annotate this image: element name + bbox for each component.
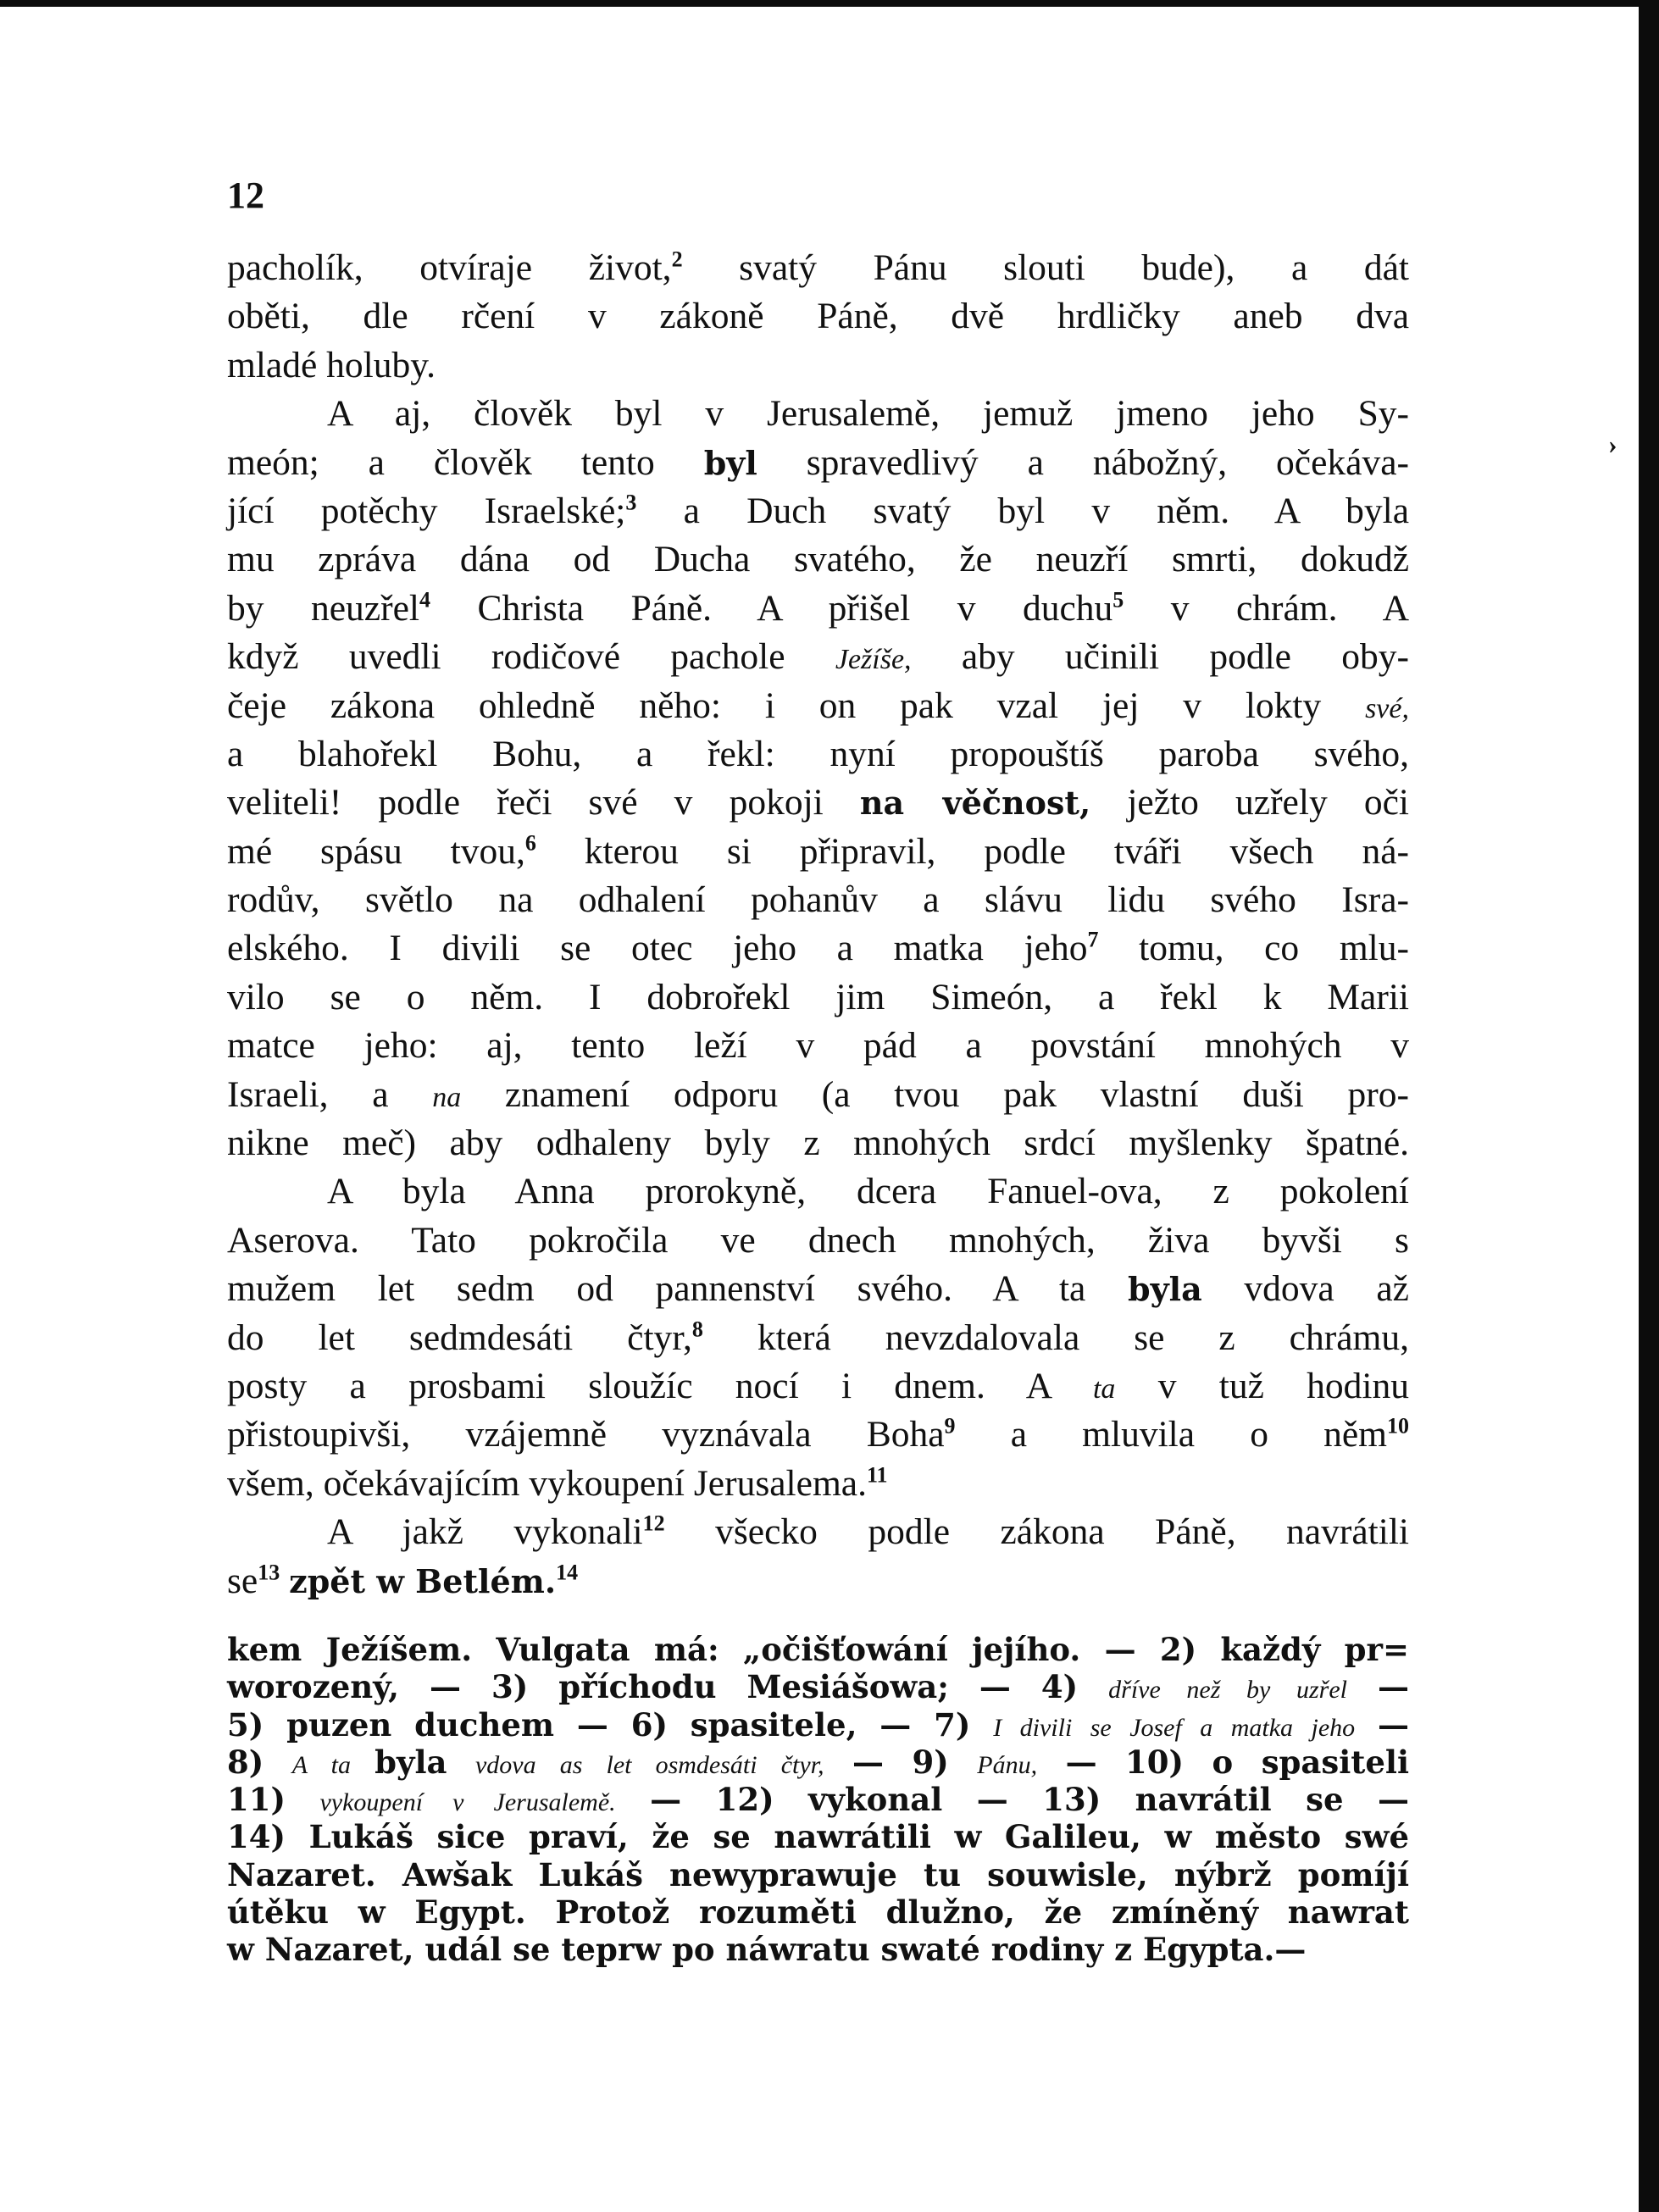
fraktur-run: zpět w Betlém. [289, 1561, 557, 1600]
text-run: kterou si připravil, podle tváři všech ná- [535, 830, 1409, 872]
text-line [227, 1362, 1409, 1411]
text-line [227, 1411, 1409, 1459]
text-run: spravedlivý a nábožný, očekáva- [757, 441, 1409, 483]
footnote-run: Nazaret. Awšak Lukáš newyprawuje tu souwisle, nýbrž pomíjí [227, 1855, 1409, 1893]
text-run: vdova až [1201, 1268, 1409, 1310]
margin-mark: › [1608, 429, 1617, 459]
footnote-run: — [1346, 1668, 1409, 1706]
text-run: veliteli! podle řeči své v pokoji [227, 782, 860, 823]
text-run: svatý Pánu slouti bude), a dát [682, 247, 1409, 288]
text-line [227, 973, 1409, 1022]
footnote-ref: 10 [1387, 1413, 1409, 1439]
footnote-ref: 12 [642, 1511, 665, 1536]
text-line [227, 585, 1409, 633]
text-run: posty a prosbami sloužíc nocí i dnem. A [227, 1365, 1093, 1406]
text-line [227, 535, 1409, 584]
italic-run: své, [1365, 692, 1409, 724]
footnote-line [227, 1631, 1409, 1668]
text-run: oběti, dle rčení v zákoně Páně, dvě hrdličky aneb dva [227, 296, 1409, 337]
fraktur-run: na věčnost, [859, 784, 1091, 823]
footnote-line [227, 1856, 1409, 1893]
footnote-run: kem Ježíšem. Vulgata má: „očišťowání jejího. — 2) každý pr= [227, 1631, 1409, 1668]
text-run: rodův, světlo na odhalení pohanův a slávu lidu svého Isra- [227, 879, 1409, 921]
text-run: když uvedli rodičové pachole [227, 636, 835, 678]
footnote-run: — 9) [824, 1743, 978, 1781]
text-run: A jakž vykonali [327, 1511, 643, 1553]
italic-run: Ježíše, [835, 644, 912, 676]
text-run: A byla Anna prorokyně, dcera Fanuel-ova, z pokolení [327, 1171, 1409, 1212]
text-run: všecko podle zákona Páně, navrátili [664, 1511, 1409, 1553]
text-run: mé spásu tvou, [227, 830, 525, 872]
text-run: přistoupivši, vzájemně vyznávala Boha [227, 1414, 945, 1455]
main-text-block [227, 244, 1409, 1605]
footnote-run: 14) Lukáš sice praví, že se nawrátili w Galileu, w město swé [227, 1818, 1409, 1856]
footnote-ref: 9 [944, 1413, 956, 1439]
footnote-run: — [1355, 1705, 1409, 1744]
text-line [227, 779, 1409, 827]
text-line [227, 341, 1409, 390]
footnote-ref: 5 [1112, 587, 1124, 613]
footnote-ref: 3 [625, 490, 637, 515]
italic-run: na [432, 1081, 462, 1113]
text-line [227, 1460, 1409, 1508]
text-line [227, 390, 1409, 438]
text-run: matce jeho: aj, tento leží v pád a povstání mnohých v [227, 1025, 1409, 1067]
footnote-ref: 14 [556, 1560, 579, 1585]
text-run: se [227, 1560, 258, 1601]
footnote-italic-run: Pánu, [977, 1750, 1038, 1779]
text-run: v chrám. A [1124, 587, 1410, 629]
footnote-line [227, 1706, 1409, 1744]
text-run: Christa Páně. A přišel v duchu [430, 587, 1113, 629]
text-line [227, 1071, 1409, 1119]
text-line [227, 1508, 1409, 1556]
scan-edge-right [1639, 0, 1659, 2212]
text-run: znamení odporu (a tvou pak vlastní duši pro- [461, 1073, 1409, 1115]
text-run: čeje zákona ohledně něho: i on pak vzal jej v lokty [227, 685, 1366, 726]
text-line [227, 682, 1409, 730]
text-line [227, 1314, 1409, 1362]
page-number: 12 [227, 175, 264, 216]
footnote-line [227, 1931, 1409, 1968]
text-line [227, 828, 1409, 876]
text-run: Aserova. Tato pokročila ve dnech mnohých, živa byvši s [227, 1219, 1409, 1261]
text-run: všem, očekávajícím vykoupení Jerusalema. [227, 1462, 867, 1504]
text-run: nikne meč) aby odhaleny byly z mnohých srdcí myšlenky špatné. [227, 1123, 1409, 1164]
text-run: meón; a člověk tento [227, 441, 704, 483]
footnote-ref: 6 [524, 830, 536, 856]
text-line [227, 730, 1409, 779]
text-run: v tuž hodinu [1115, 1365, 1409, 1406]
text-run: ježto uzřely oči [1090, 782, 1409, 823]
footnote-italic-run: vykoupení v Jerusalemě. [319, 1788, 616, 1817]
text-run: a mluvila o něm [955, 1414, 1387, 1455]
footnote-italic-run: I divili se Josef a matka jeho [993, 1713, 1356, 1742]
text-line [227, 1217, 1409, 1265]
footnote-line [227, 1781, 1409, 1818]
text-run: mu zpráva dána od Ducha svatého, že neuzří smrti, dokudž [227, 539, 1409, 580]
text-run: jící potěchy Israelské; [227, 490, 626, 531]
footnote-run: 11) [227, 1781, 320, 1819]
text-line [227, 633, 1409, 681]
text-run: tomu, co mlu- [1098, 928, 1409, 969]
text-line [227, 1167, 1409, 1216]
text-line [227, 1265, 1409, 1313]
text-run: Israeli, a [227, 1073, 433, 1115]
fraktur-run: byla [1128, 1270, 1202, 1309]
text-run [280, 1561, 289, 1601]
text-run: elského. I divili se otec jeho a matka jeho [227, 928, 1088, 969]
text-line [227, 876, 1409, 924]
footnote-run: útěku w Egypt. Protož rozuměti dlužno, že zmíněný nawrat [227, 1893, 1409, 1932]
footnote-run: — 10) o spasiteli [1037, 1743, 1410, 1781]
footnote-run: — 12) vykonal — 13) navrátil se — [615, 1781, 1409, 1819]
text-line [227, 487, 1409, 535]
footnote-ref: 11 [866, 1462, 888, 1488]
footnote-run: worozený, — 3) příchodu Mesiášowa; — 4) [227, 1668, 1109, 1706]
footnote-line [227, 1893, 1409, 1931]
text-run: aby učinili podle oby- [911, 636, 1410, 678]
footnote-italic-run: vdova as let osmdesáti čtyr, [474, 1750, 824, 1779]
text-run: a blahořekl Bohu, a řekl: nyní propouštíš paroba svého, [227, 733, 1409, 774]
footnote-ref: 4 [419, 587, 430, 613]
text-line [227, 1022, 1409, 1070]
footnote-ref: 2 [671, 247, 683, 272]
fraktur-run: byl [703, 443, 757, 482]
scan-edge-top [0, 0, 1659, 7]
text-run: a Duch svatý byl v něm. A byla [636, 490, 1409, 531]
text-run: do let sedmdesáti čtyr, [227, 1317, 692, 1358]
footnotes-block [227, 1631, 1409, 1969]
footnote-ref: 7 [1087, 927, 1099, 952]
footnote-ref: 13 [258, 1560, 280, 1585]
text-run: mužem let sedm od pannenství svého. A ta [227, 1268, 1129, 1310]
italic-run: ta [1092, 1372, 1116, 1405]
text-run: mladé holuby. [227, 344, 436, 385]
text-line [227, 1557, 1409, 1605]
footnote-run: w Nazaret, udál se teprw po náwratu swaté rodiny z Egypta.— [227, 1931, 1307, 1969]
text-line [227, 924, 1409, 973]
text-run: která nevzdalovala se z chrámu, [702, 1317, 1409, 1358]
footnote-line [227, 1744, 1409, 1781]
footnote-line [227, 1818, 1409, 1855]
footnote-run: byla [375, 1743, 475, 1781]
footnote-line [227, 1668, 1409, 1705]
text-run: by neuzřel [227, 587, 419, 629]
footnote-italic-run: dříve než by uzřel [1108, 1676, 1347, 1705]
text-line [227, 292, 1409, 341]
footnote-ref: 8 [691, 1317, 703, 1342]
text-run: pacholík, otvíraje život, [227, 247, 672, 288]
text-run: A aj, člověk byl v Jerusalemě, jemuž jmeno jeho Sy- [327, 393, 1409, 435]
text-run: vilo se o něm. I dobrořekl jim Simeón, a řekl k Marii [227, 976, 1409, 1017]
text-line [227, 244, 1409, 292]
footnote-run: 5) puzen duchem — 6) spasitele, — 7) [227, 1705, 994, 1744]
text-line [227, 1119, 1409, 1167]
footnote-italic-run: A ta [291, 1750, 375, 1779]
text-line [227, 439, 1409, 487]
footnote-run: 8) [227, 1743, 292, 1781]
